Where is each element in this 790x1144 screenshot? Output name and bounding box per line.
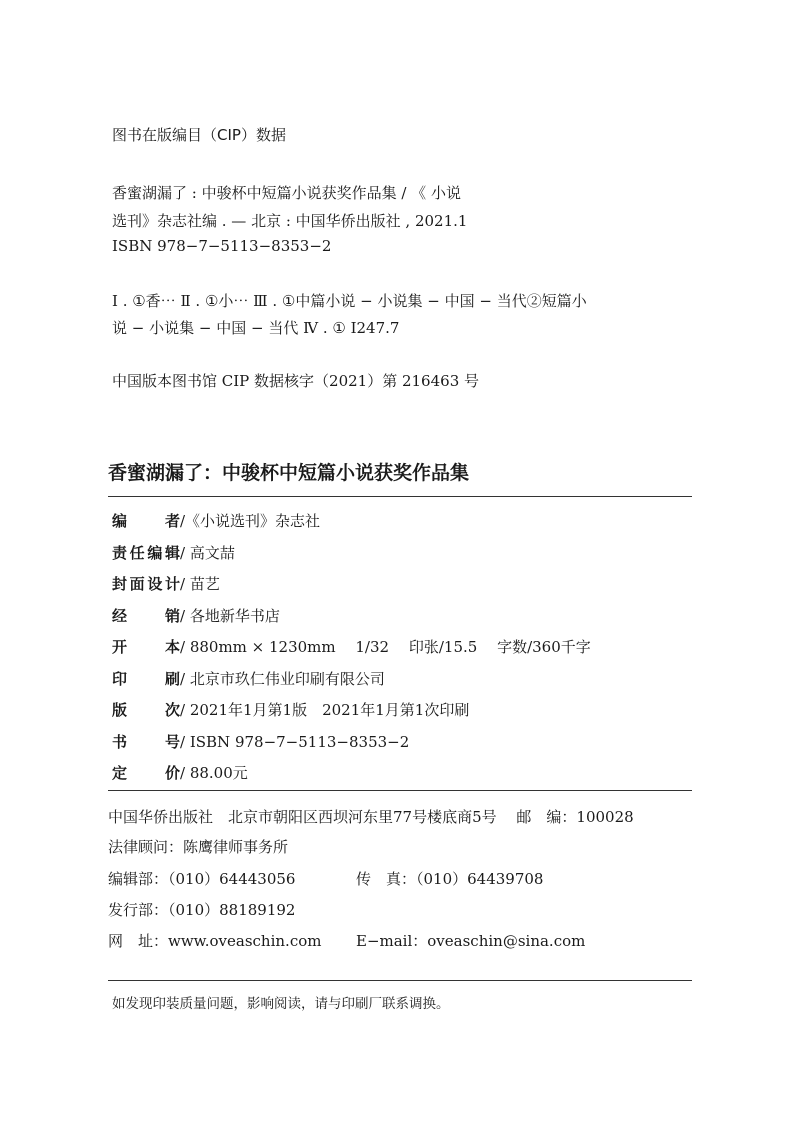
cip-line: Ⅰ . ①香⋯ Ⅱ . ①小⋯ Ⅲ . ①中篇小说 − 小说集 − 中国 − 当代②短篇小 [112,292,587,310]
spec-label-char: 价 [164,764,180,782]
spec-row [112,699,469,720]
spec-label-char: 责 [112,543,128,562]
spec-label [112,636,180,657]
spec-value: / 2021年1月第1版 2021年1月第1次印刷 [180,701,470,719]
spec-label-char: 经 [112,606,128,625]
spec-value: / 高文喆 [180,543,235,562]
spec-value: / 北京市玖仁伟业印刷有限公司 [180,669,385,688]
spec-label [112,542,180,563]
spec-label-char: 版 [112,701,128,719]
book-title: 香蜜湖漏了：中骏杯中短篇小说获奖作品集 [108,462,470,484]
spec-label-char: 印 [112,669,128,688]
spec-value: / 各地新华书店 [180,606,280,625]
spec-label-char: 计 [164,575,180,593]
title-divider [108,496,692,497]
spec-label-char: 封 [112,575,128,593]
specs-divider [108,790,692,791]
spec-label-char: 者 [164,512,180,530]
spec-label-char: 设 [147,575,163,593]
spec-row [112,668,385,689]
spec-label-char: 编 [112,512,128,530]
spec-label-char: 号 [164,732,180,751]
print-quality-notice: 如发现印装质量问题，影响阅读，请与印刷厂联系调换。 [112,996,450,1012]
spec-label-char: 次 [164,701,180,719]
spec-row [112,605,280,626]
legal-counsel: 法律顾问：陈鹰律师事务所 [108,838,289,856]
spec-label-char: 开 [112,638,128,656]
spec-label [112,605,180,626]
spec-value: / 苗艺 [180,575,220,593]
spec-value: / ISBN 978−7−5113−8353−2 [180,732,410,751]
cip-heading: 图书在版编目（CIP）数据 [112,126,286,144]
spec-row [112,762,248,783]
spec-label-char: 刷 [164,669,180,688]
spec-label [112,762,180,783]
spec-row [112,510,320,531]
spec-label-char: 任 [129,543,145,562]
distribution-phone: 发行部：（010）88189192 [108,901,296,919]
spec-label-char: 定 [112,764,128,782]
spec-row [112,573,220,594]
spec-label [112,699,180,720]
spec-label [112,573,180,594]
cip-line: ISBN 978−7−5113−8353−2 [112,237,332,255]
cip-line: 中国版本图书馆 CIP 数据核字（2021）第 216463 号 [112,372,480,390]
spec-label-char: 销 [164,606,180,625]
spec-label-char: 编 [147,543,163,562]
spec-label-char: 面 [129,575,145,593]
spec-value: / 88.00元 [180,764,248,782]
notice-divider [108,980,692,981]
cip-line: 说 − 小说集 − 中国 − 当代 Ⅳ . ① I247.7 [112,319,400,337]
spec-label-char: 书 [112,732,128,751]
spec-row [112,542,235,563]
spec-label [112,731,180,752]
spec-label [112,668,180,689]
editorial-phone: 编辑部：（010）64443056 [108,870,296,888]
publisher-address: 中国华侨出版社 北京市朝阳区西坝河东里77号楼底商5号 邮 编：100028 [108,808,634,826]
fax-number: 传 真：（010）64439708 [356,870,544,888]
spec-row [112,636,591,657]
spec-value: / 880mm × 1230mm 1/32 印张/15.5 字数/360千字 [180,638,591,656]
spec-label [112,510,180,531]
spec-row [112,731,409,752]
spec-label-char: 本 [164,638,180,656]
spec-label-char: 辑 [164,543,180,562]
cip-line: 选刊》杂志社编 . — 北京 : 中国华侨出版社 , 2021.1 [112,212,468,230]
email: E−mail：oveaschin@sina.com [356,932,586,950]
cip-line: 香蜜湖漏了 : 中骏杯中短篇小说获奖作品集 / 《 小说 [112,184,461,202]
website: 网 址：www.oveaschin.com [108,932,322,950]
spec-value: /《小说选刊》杂志社 [180,512,321,530]
